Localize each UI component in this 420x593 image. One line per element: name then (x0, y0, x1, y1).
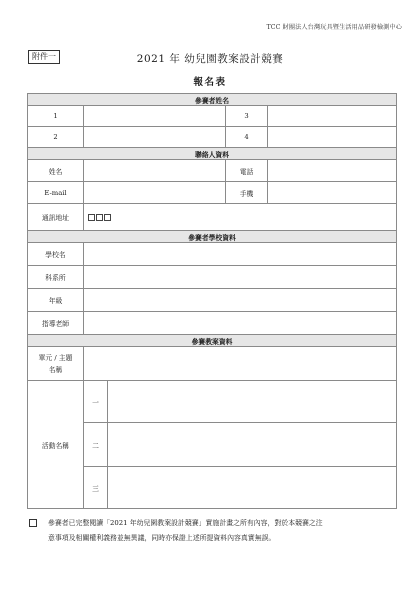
section-participants: 參賽者姓名 (28, 94, 397, 106)
contact-phone-label: 電話 (226, 160, 268, 182)
department-field[interactable] (84, 266, 397, 289)
activity-number-2: 二 (84, 423, 108, 467)
section-plan: 參賽教案資料 (28, 335, 397, 347)
contact-name-label: 姓名 (28, 160, 84, 182)
activity-field-3[interactable] (108, 467, 397, 509)
contact-mobile-field[interactable] (268, 182, 397, 204)
registration-form-table (27, 93, 397, 509)
section-contact: 聯絡人資料 (28, 148, 397, 160)
contact-address-field[interactable] (84, 204, 397, 231)
school-name-field[interactable] (84, 243, 397, 266)
activity-number-1: 一 (84, 381, 108, 423)
participant-number-2: 2 (28, 127, 84, 148)
activity-number-3: 三 (84, 467, 108, 509)
organization-header: TCC 財團法人台灣玩具暨生活用品研發檢測中心 (266, 24, 402, 31)
document-subtitle: 報名表 (193, 77, 227, 88)
participant-name-field-2[interactable] (84, 127, 226, 148)
activity-field-1[interactable] (108, 381, 397, 423)
contact-mobile-label: 手機 (226, 182, 268, 204)
participant-name-field-4[interactable] (268, 127, 397, 148)
advisor-label: 指導老師 (28, 312, 84, 335)
annex-label: 附件一 (28, 50, 60, 64)
declaration-line-2: 意事項及相關權利義務並無異議，同時亦保證上述所提資料內容真實無誤。 (48, 533, 276, 542)
advisor-field[interactable] (84, 312, 397, 335)
participant-number-3: 3 (226, 106, 268, 127)
participant-name-field-3[interactable] (268, 106, 397, 127)
contact-address-label: 通訊地址 (28, 204, 84, 231)
contact-email-label: E-mail (28, 182, 84, 204)
participant-number-1: 1 (28, 106, 84, 127)
postal-code-boxes[interactable] (88, 213, 112, 221)
contact-phone-field[interactable] (268, 160, 397, 182)
declaration (29, 516, 399, 545)
school-name-label: 學校名 (28, 243, 84, 266)
participant-number-4: 4 (226, 127, 268, 148)
unit-theme-label (28, 347, 84, 381)
declaration-text (48, 516, 399, 545)
department-label: 科系所 (28, 266, 84, 289)
grade-field[interactable] (84, 289, 397, 312)
activity-field-2[interactable] (108, 423, 397, 467)
document-title: 2021 年 幼兒園教案設計競賽 (136, 53, 284, 65)
participant-name-field-1[interactable] (84, 106, 226, 127)
grade-label: 年級 (28, 289, 84, 312)
unit-theme-label-line2: 名稱 (48, 365, 63, 374)
section-school: 參賽者學校資料 (28, 231, 397, 243)
unit-theme-label-line1: 單元 / 主題 (38, 353, 73, 362)
activity-name-label: 活動名稱 (28, 381, 84, 509)
contact-email-field[interactable] (84, 182, 226, 204)
declaration-line-1: 參賽者已完整閱讀「2021 年幼兒園教案設計競賽」實施計畫之所有內容，對於本競賽之注 (48, 519, 323, 527)
unit-theme-field[interactable] (84, 347, 397, 381)
contact-name-field[interactable] (84, 160, 226, 182)
declaration-checkbox[interactable] (29, 519, 37, 527)
